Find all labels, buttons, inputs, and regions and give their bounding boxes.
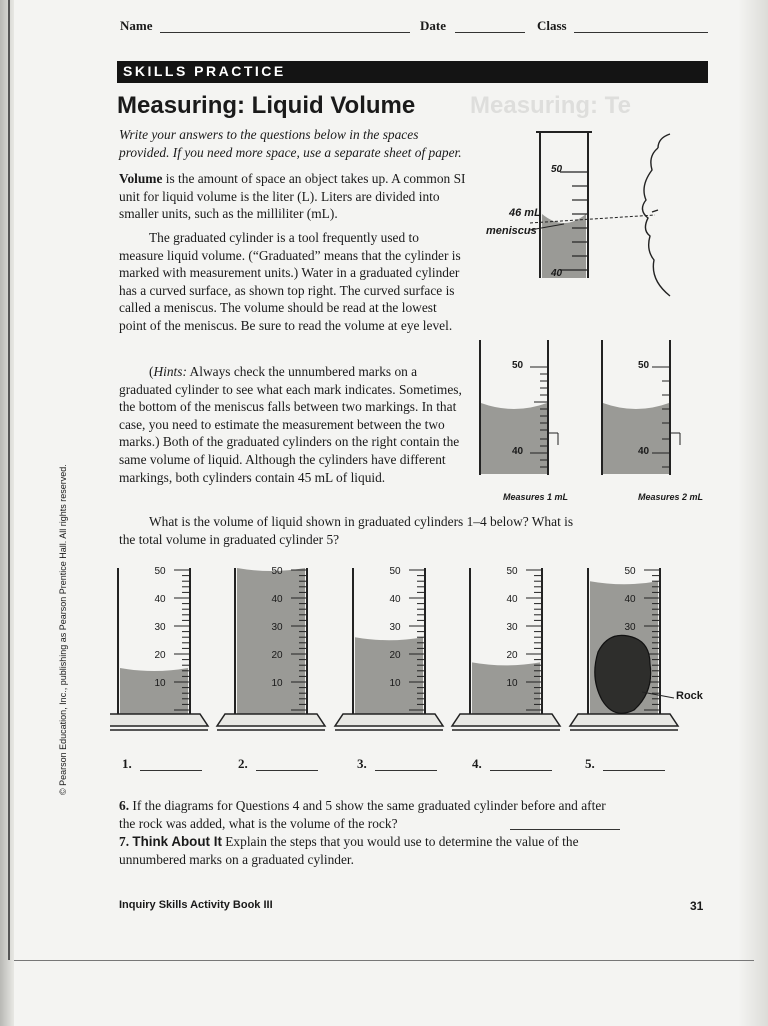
answer-label-4: 4. (472, 756, 482, 771)
meniscus-reading: 46 mL (509, 207, 541, 219)
binding-shadow (0, 0, 14, 1026)
example2-caption: Measures 2 mL (638, 492, 704, 502)
answer-field-2[interactable] (256, 770, 318, 771)
date-label: Date (420, 18, 446, 33)
cylinder-5-mark-50: 50 (624, 566, 636, 577)
cylinder-2-mark-30: 30 (271, 622, 283, 633)
cylinder-4-mark-20: 20 (506, 650, 518, 661)
cylinder-1-mark-40: 40 (154, 594, 166, 605)
answer-field-4[interactable] (490, 770, 552, 771)
example2-top-mark: 50 (638, 360, 650, 371)
cylinder-5-mark-30: 30 (624, 622, 636, 633)
question-intro: What is the volume of liquid shown in graduated cylinders 1–4 below? What is the total volume in graduated cylinder 5? (119, 514, 574, 547)
name-field[interactable] (160, 32, 410, 33)
copyright-notice: © Pearson Education, Inc., publishing as Pearson Prentice Hall. All rights reserved. (58, 464, 68, 795)
cylinder-1-base (110, 714, 208, 726)
hints-label: Hints: (153, 364, 187, 379)
cylinder-1-liquid (120, 668, 188, 714)
question-7: 7. Think About It Explain the steps that you would use to determine the value of the unnumbered marks on a graduated cylinder. (119, 834, 579, 867)
cylinder-2-mark-10: 10 (271, 678, 283, 689)
cylinder-5-mark-40: 40 (624, 594, 636, 605)
date-field[interactable] (455, 32, 525, 33)
name-label: Name (120, 18, 153, 33)
answer-field-3[interactable] (375, 770, 437, 771)
cylinder-3-liquid (355, 637, 423, 714)
cylinder-4-mark-30: 30 (506, 622, 518, 633)
cylinder-1-mark-20: 20 (154, 650, 166, 661)
cylinder-3-mark-20: 20 (389, 650, 401, 661)
cylinder-1-mark-30: 30 (154, 622, 166, 633)
binding-line (8, 0, 10, 960)
think-about-it-label: Think About It (132, 834, 222, 849)
cylinder-5-base (570, 714, 678, 726)
cylinder-3-mark-30: 30 (389, 622, 401, 633)
rock-volume-answer-field[interactable] (510, 829, 620, 830)
answer-field-5[interactable] (603, 770, 665, 771)
page-edge-shadow (738, 0, 768, 1026)
example1-caption: Measures 1 mL (503, 492, 569, 502)
class-field[interactable] (574, 32, 708, 33)
rock-label: Rock (676, 690, 703, 702)
meniscus-bottom-mark: 40 (551, 268, 563, 279)
graduated-cylinders-row (110, 560, 720, 740)
volume-paragraph: Volume is the amount of space an object takes up. A common SI unit for liquid volume is the liter (L). Liters are divided into smaller units, such as the milliliter (mL). (119, 171, 466, 222)
cylinder-1-mark-50: 50 (154, 566, 166, 577)
meniscus-label: meniscus (486, 225, 537, 237)
cylinder-4-mark-40: 40 (506, 594, 518, 605)
cylinder-4-mark-50: 50 (506, 566, 518, 577)
answer-label-5: 5. (585, 756, 595, 771)
bottom-rule (14, 960, 754, 961)
answer-field-1[interactable] (140, 770, 202, 771)
cylinder-2-mark-40: 40 (271, 594, 283, 605)
cylinder-2-mark-20: 20 (271, 650, 283, 661)
instructions: Write your answers to the questions below in the spaces provided. If you need more space, use a separate sheet of paper. (119, 127, 462, 160)
cylinder-2-liquid (237, 568, 305, 714)
cylinder-3 (335, 566, 443, 730)
cylinder-4-base (452, 714, 560, 726)
banner-text: SKILLS PRACTICE (123, 63, 286, 79)
bleed-through: Measuring: Te (470, 92, 631, 119)
rock-shape (595, 635, 651, 713)
cylinder-4-mark-10: 10 (506, 678, 518, 689)
hints-paragraph: (Hints: Always check the unnumbered marks on a graduated cylinder to see what each mark indicates. Sometimes, the bottom of the meniscus falls between two markings. In that case, you need to estimate the measurement between the two marks.) Both of the graduated cylinders on the right contain the same volume of liquid. Although the cylinders have different markings, both cylinders contain 45 mL of liquid. (119, 364, 462, 485)
graduated-cylinder-paragraph: The graduated cylinder is a tool frequently used to measure liquid volume. (“Graduated” means that the cylinder is marked with measurement units.) Water in a graduated cylinder has a curved surface, as shown top right. The curved surface is called a meniscus. The volume should be read at the lowest point of the meniscus. Be sure to read the volume at eye level. (119, 230, 461, 333)
answer-label-3: 3. (357, 756, 367, 771)
example1-bottom-mark: 40 (512, 446, 524, 457)
cylinder-3-base (335, 714, 443, 726)
example-cylinder-2mL (592, 335, 692, 485)
cylinder-1-mark-10: 10 (154, 678, 166, 689)
volume-term: Volume (119, 171, 163, 186)
cylinder-2-mark-50: 50 (271, 566, 283, 577)
answer-label-1: 1. (122, 756, 132, 771)
cylinder-1 (110, 566, 208, 730)
example-cylinder-1mL (470, 335, 570, 485)
cylinder-3-mark-50: 50 (389, 566, 401, 577)
example2-bottom-mark: 40 (638, 446, 650, 457)
cylinder-3-mark-40: 40 (389, 594, 401, 605)
question-6: 6. If the diagrams for Questions 4 and 5 show the same graduated cylinder before and after the rock was added, what is the volume of the rock? (119, 798, 606, 831)
cylinder-3-mark-10: 10 (389, 678, 401, 689)
cylinder-2-base (217, 714, 325, 726)
page-number: 31 (690, 899, 704, 913)
cylinder-4 (452, 566, 560, 730)
meniscus-top-mark: 50 (551, 164, 563, 175)
class-label: Class (537, 18, 567, 33)
cylinder-2 (217, 566, 325, 730)
answer-label-2: 2. (238, 756, 248, 771)
footer-book-title: Inquiry Skills Activity Book III (119, 899, 273, 911)
page-title: Measuring: Liquid Volume (117, 92, 416, 119)
example1-top-mark: 50 (512, 360, 524, 371)
section-banner (117, 61, 708, 83)
